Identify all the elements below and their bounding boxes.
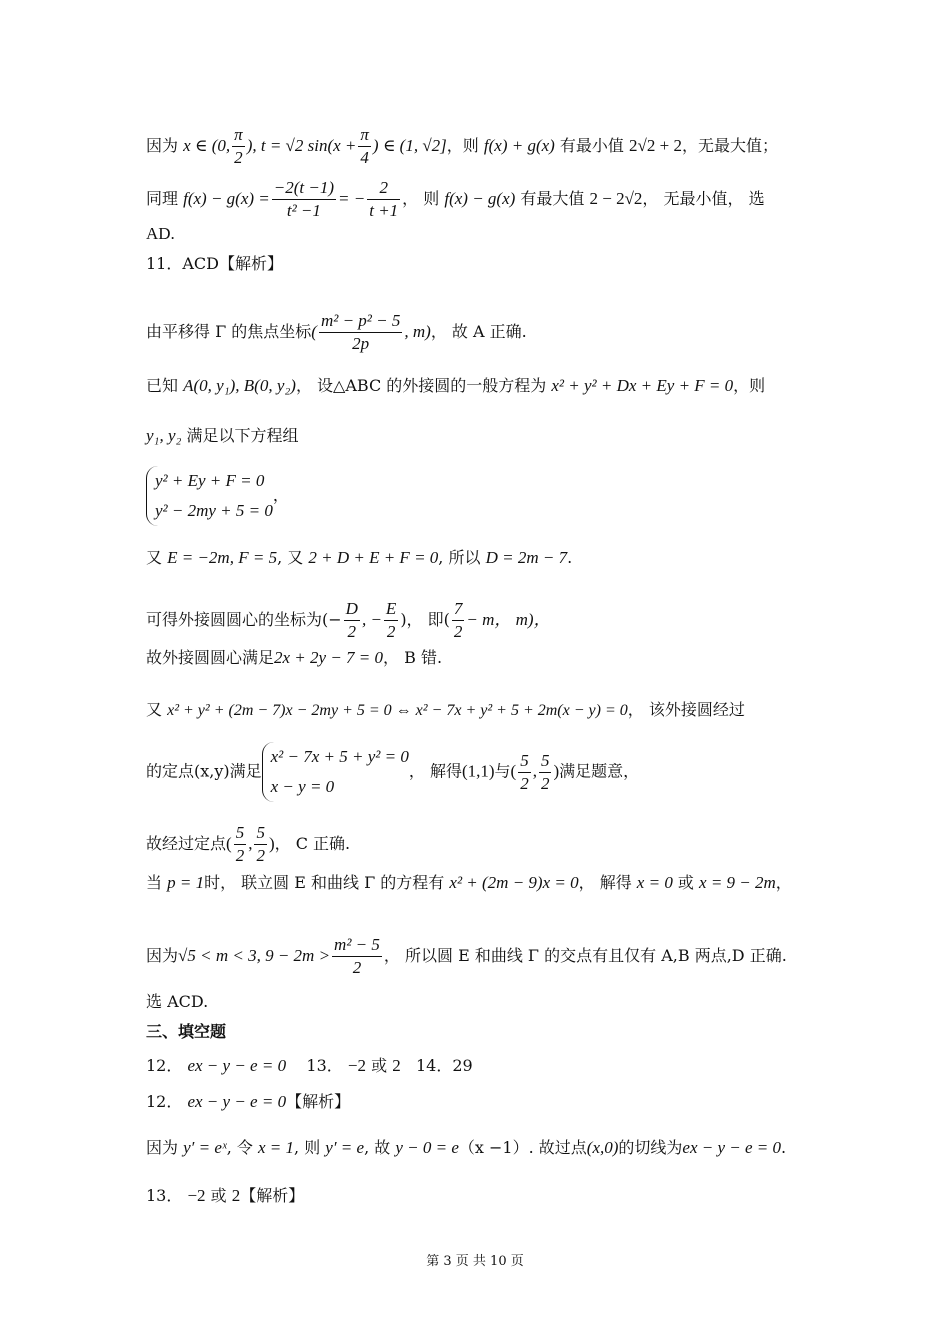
fraction: $\frac{E}{2}$ [385,599,397,641]
line-8: 又 E = −2m, F = 5, 又 2 + D + E + F = 0, 所以 D = 2m − 7. [146,548,573,567]
line-9: 可得外接圆圆心的坐标为(− $\frac{D}{2}$ , − $\frac{E}{2}$ )， 即( $\frac{7}{2}$ − m， m)， [146,599,551,641]
section-11-heading: 11．ACD【解析】 [146,254,283,273]
line-16: 选 ACD. [146,992,209,1011]
line-20: 因为 y′ = eˣ, 令 x = 1, 则 y′ = e, 故 y − 0 = e（x −1）. 故过点(x,0)的切线为ex − y − e = 0. [146,1138,787,1157]
line-3: AD. [146,224,175,243]
fraction: $\frac{5}{2}$ [520,750,529,793]
fraction: $\frac{5}{2}$ [256,823,265,865]
line-11: 又 x² + y² + (2m − 7)x − 2my + 5 = 0 ⇔ x² − 7x + y² + 5 + 2m(x − y) = 0， 该外接圆经过 [146,700,745,719]
page-footer: 第 3 页 共 10 页 [426,1254,524,1269]
line-6: 已知 A(0, y₁), B(0, y₂)， 设△ABC 的外接圆的一般方程为 x² + y² + Dx + Ey + F = 0，则 [146,376,766,395]
line-12: 的定点(x,y)满足 x² − 7x + 5 + y² = 0 x − y = 0 ， 解得(1,1)与( $\frac{5}{2}$ , $\frac{5}{2}$ )满足题意， [146,742,810,802]
line-10: 故外接圆圆心满足2x + 2y − 7 = 0， B 错. [146,648,443,667]
fraction: $\frac{2}{t +1}$ [369,178,399,220]
line-13: 故经过定点( $\frac{5}{2}$ , $\frac{5}{2}$ )， C 正确. [146,823,351,865]
fraction: $\frac{\pi}{2}$ [234,125,243,167]
answers-line: 12． ex − y − e = 0 13． −2 或 2 14．29 [146,1056,473,1075]
line-5: 由平移得 Γ 的焦点坐标( $\frac{\text{m² − p² − 5}}{2p}$ , m)， 故 A 正确. [146,311,527,353]
fraction: $\frac{-2(t -1)}{\text{t² −1}}$ [273,178,335,220]
fraction: $\frac{D}{2}$ [345,599,358,641]
line-7: y₁, y₂ 满足以下方程组 [146,426,299,445]
fraction: $\frac{5}{2}$ [540,750,550,793]
section-13-heading: 13． −2 或 2【解析】 [146,1186,305,1205]
fraction: $\frac{7}{2}$ [453,599,463,641]
section-12-heading: 12． ex − y − e = 0【解析】 [146,1092,351,1111]
fraction: $\frac{\pi}{4}$ [360,125,369,167]
fraction: $\frac{\text{m² − p² − 5}}{2p}$ [320,311,401,353]
line-15: 因为√5 < m < 3, 9 − 2m > $\frac{\text{m² − 5}}{2}$ ， 所以圆 E 和曲线 Γ 的交点有且仅有 A,B 两点,D 正确. [146,935,787,977]
equation-system-1: y² + Ey + F = 0 y² − 2my + 5 = 0 ， [146,466,810,526]
line-1: 因为 x ∈ (0, $\frac{\pi}{2}$ ), t = √2 sin(x + $\frac{\pi}{4}$ ) ∈ (1, √2]，则 f(x) + g(x) 有最小值 2√2 + 2，无最大值； [146,125,778,167]
fraction: $\frac{5}{2}$ [235,823,245,865]
equation-system-2: x² − 7x + 5 + y² = 0 x − y = 0 [262,742,409,802]
fraction: $\frac{\text{m² − 5}}{2}$ [334,935,380,977]
line-2: 同理 f(x) − g(x) = $\frac{-2(t -1)}{\text{t² −1}}$ = − $\frac{2}{t +1}$ ， 则 f(x) − g(x) 有最大值 2 − 2√2， 无最小值， 选 [146,178,765,220]
line-14: 当 p = 1时， 联立圆 E 和曲线 Γ 的方程有 x² + (2m − 9)x = 0， 解得 x = 0 或 x = 9 − 2m， [146,873,792,892]
section-3-heading: 三、填空题 [146,1022,227,1041]
